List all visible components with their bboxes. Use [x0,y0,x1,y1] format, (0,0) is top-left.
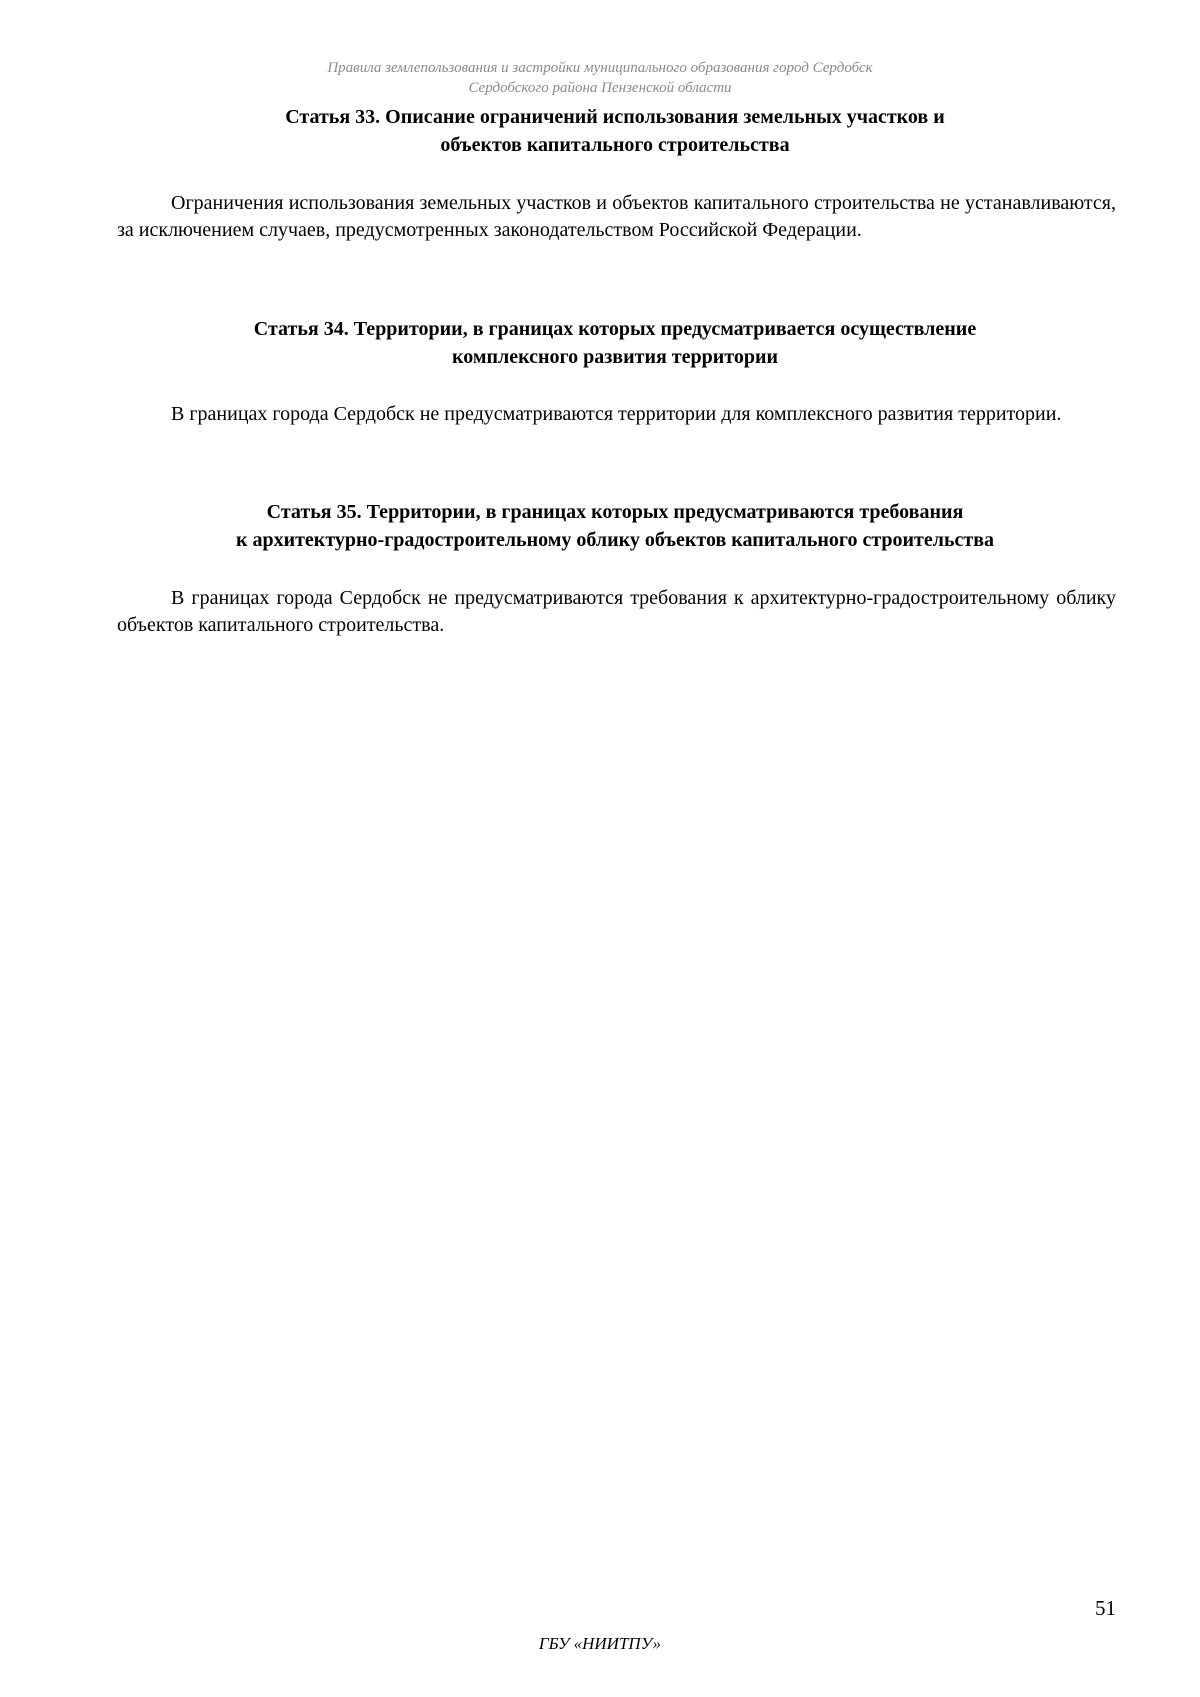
article-heading-line: комплексного развития территории [452,346,778,368]
page-number: 51 [1095,1596,1116,1620]
article-heading-line: объектов капитального строительства [440,134,790,156]
article-heading-line: к архитектурно-градостроительному облику объектов капитального строительства [235,529,995,551]
article-35-text: В границах города Сердобск не предусматриваются требования к архитектурно-градостроительному облику объектов капитального строительства. [117,587,1116,636]
article-heading-line: Статья 34. Территории, в границах которых предусматривается осуществление [253,318,977,340]
running-header [150,58,1050,98]
article-34-heading [115,315,1115,371]
article-33-heading [115,103,1115,159]
article-33-text: Ограничения использования земельных участков и объектов капитального строительства не устанавливаются, за исключением случаев, предусмотренных законодательством Российской Федерации. [117,192,1116,241]
article-34-text: В границах города Сердобск не предусматриваются территории для комплексного развития территории. [171,403,1062,425]
footer-organization: ГБУ «НИИТПУ» [538,1634,662,1653]
running-header-line: Правила землепользования и застройки муниципального образования город Сердобск [327,60,873,76]
running-header-line: Сердобского района Пензенской области [468,80,732,96]
article-35-heading [115,498,1115,554]
article-heading-line: Статья 35. Территории, в границах которых предусматриваются требования [266,501,964,523]
article-heading-line: Статья 33. Описание ограничений использования земельных участков и [285,106,945,128]
